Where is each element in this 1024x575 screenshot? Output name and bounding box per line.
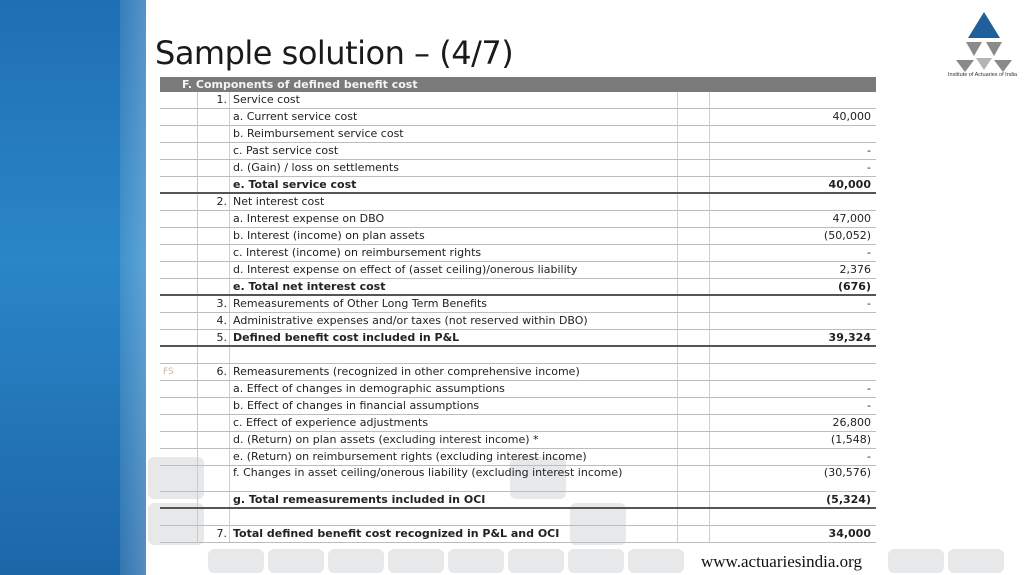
- row-description: e. Total net interest cost: [231, 279, 678, 294]
- row-value: -: [867, 450, 871, 463]
- row-value: -: [867, 246, 871, 259]
- row-gutter: [160, 92, 198, 108]
- row-value: 2,376: [839, 263, 871, 276]
- table-row: [160, 492, 876, 509]
- bg-tile: [388, 549, 444, 573]
- defined-benefit-cost-table: [160, 77, 876, 543]
- row-number: [198, 211, 230, 227]
- table-row: [160, 330, 876, 347]
- row-gutter: [160, 398, 198, 414]
- table-row: [160, 211, 876, 228]
- row-description: a. Effect of changes in demographic assumptions: [231, 381, 678, 397]
- bg-tile: [328, 549, 384, 573]
- bg-tile: [948, 549, 1004, 573]
- row-value: -: [867, 382, 871, 395]
- row-spacer-cell: [678, 262, 710, 278]
- row-number: 2.: [198, 194, 230, 210]
- row-value: (676): [837, 280, 871, 293]
- row-description: d. Interest expense on effect of (asset ceiling)/onerous liability: [231, 262, 678, 278]
- row-number: 1.: [198, 92, 230, 108]
- row-number: [198, 143, 230, 159]
- table-row: [160, 109, 876, 126]
- row-gutter: [160, 211, 198, 227]
- row-spacer-cell: [678, 364, 710, 380]
- table-row: [160, 262, 876, 279]
- row-gutter: [160, 296, 198, 312]
- table-row: [160, 415, 876, 432]
- row-description: Total defined benefit cost recognized in P&L and OCI: [231, 526, 678, 542]
- row-gutter: [160, 449, 198, 465]
- bg-tile: [448, 549, 504, 573]
- row-description: Administrative expenses and/or taxes (not reserved within DBO): [231, 313, 678, 329]
- table-row: [160, 449, 876, 466]
- table-row: [160, 296, 876, 313]
- row-spacer-cell: [678, 415, 710, 431]
- row-gutter: [160, 509, 198, 525]
- row-spacer-cell: [678, 432, 710, 448]
- row-description: f. Changes in asset ceiling/onerous liability (excluding interest income): [231, 466, 678, 491]
- row-value: 40,000: [832, 110, 871, 123]
- row-gutter: [160, 492, 198, 507]
- row-value: 47,000: [832, 212, 871, 225]
- institute-logo-icon: [946, 8, 1022, 80]
- row-spacer-cell: [678, 177, 710, 192]
- row-number: 7.: [198, 526, 230, 542]
- row-description: a. Interest expense on DBO: [231, 211, 678, 227]
- row-number: 4.: [198, 313, 230, 329]
- row-spacer-cell: [678, 109, 710, 125]
- row-description: g. Total remeasurements included in OCI: [231, 492, 678, 507]
- row-spacer-cell: [678, 126, 710, 142]
- table-row: [160, 347, 876, 364]
- row-gutter: [160, 262, 198, 278]
- bg-tile: [508, 549, 564, 573]
- table-row: [160, 364, 876, 381]
- row-gutter: [160, 415, 198, 431]
- row-gutter: [160, 526, 198, 542]
- row-value: 26,800: [832, 416, 871, 429]
- table-row: [160, 509, 876, 526]
- row-spacer-cell: [678, 347, 710, 363]
- row-description: c. Effect of experience adjustments: [231, 415, 678, 431]
- row-number: [198, 466, 230, 491]
- row-description: d. (Return) on plan assets (excluding interest income) *: [231, 432, 678, 448]
- row-number: [198, 279, 230, 294]
- row-description: a. Current service cost: [231, 109, 678, 125]
- row-description: Service cost: [231, 92, 678, 108]
- row-description: e. Total service cost: [231, 177, 678, 192]
- row-spacer-cell: [678, 92, 710, 108]
- row-value: [710, 92, 876, 108]
- table-row: [160, 245, 876, 262]
- table-header: F. Components of defined benefit cost: [160, 77, 876, 92]
- table-row: [160, 194, 876, 211]
- row-value: (1,548): [830, 433, 871, 446]
- footer-url: www.actuariesindia.org: [701, 552, 862, 571]
- row-spacer-cell: [678, 194, 710, 210]
- row-number: [198, 160, 230, 176]
- bg-tile: [568, 549, 624, 573]
- row-value: 39,324: [828, 331, 871, 344]
- table-row: [160, 313, 876, 330]
- row-value: [710, 509, 876, 525]
- table-row: [160, 381, 876, 398]
- row-value: (5,324): [826, 493, 871, 506]
- row-number: 3.: [198, 296, 230, 312]
- row-gutter: [160, 245, 198, 261]
- sidebar-highlight: [120, 0, 146, 575]
- table-row: [160, 228, 876, 245]
- row-gutter: [160, 126, 198, 142]
- table-row: [160, 398, 876, 415]
- table-row: [160, 160, 876, 177]
- row-number: 5.: [198, 330, 230, 345]
- table-row: [160, 526, 876, 543]
- table-row: [160, 126, 876, 143]
- row-spacer-cell: [678, 398, 710, 414]
- logo-caption: Institute of Actuaries of India: [948, 72, 1018, 78]
- row-gutter: [160, 330, 198, 345]
- row-value: -: [867, 144, 871, 157]
- row-description: [231, 347, 678, 363]
- row-value: [710, 313, 876, 329]
- row-number: [198, 415, 230, 431]
- row-gutter: [160, 381, 198, 397]
- row-description: b. Interest (income) on plan assets: [231, 228, 678, 244]
- row-spacer-cell: [678, 509, 710, 525]
- table-row: [160, 432, 876, 449]
- row-spacer-cell: [678, 330, 710, 345]
- row-value: -: [867, 297, 871, 310]
- gutter-mark: FS: [163, 367, 174, 377]
- row-number: [198, 245, 230, 261]
- row-gutter: [160, 347, 198, 363]
- row-number: [198, 262, 230, 278]
- row-value: 34,000: [828, 527, 871, 540]
- row-number: [198, 509, 230, 525]
- row-gutter: [160, 143, 198, 159]
- bg-tile: [208, 549, 264, 573]
- row-number: [198, 398, 230, 414]
- table-row: [160, 143, 876, 160]
- table-row: [160, 177, 876, 194]
- row-description: b. Effect of changes in financial assumptions: [231, 398, 678, 414]
- row-value: 40,000: [828, 178, 871, 191]
- row-description: [231, 509, 678, 525]
- row-gutter: [160, 364, 198, 380]
- row-spacer-cell: [678, 381, 710, 397]
- row-gutter: [160, 194, 198, 210]
- row-spacer-cell: [678, 160, 710, 176]
- row-description: c. Past service cost: [231, 143, 678, 159]
- row-value: -: [867, 399, 871, 412]
- row-gutter: [160, 313, 198, 329]
- row-gutter: [160, 466, 198, 491]
- row-gutter: [160, 279, 198, 294]
- row-spacer-cell: [678, 245, 710, 261]
- row-description: e. (Return) on reimbursement rights (excluding interest income): [231, 449, 678, 465]
- row-number: [198, 381, 230, 397]
- row-number: [198, 109, 230, 125]
- row-number: [198, 177, 230, 192]
- row-value: [710, 364, 876, 380]
- row-gutter: [160, 432, 198, 448]
- slide-title: Sample solution – (4/7): [155, 34, 514, 72]
- bg-tile: [628, 549, 684, 573]
- row-spacer-cell: [678, 211, 710, 227]
- row-number: [198, 228, 230, 244]
- row-value: [710, 194, 876, 210]
- row-gutter: [160, 228, 198, 244]
- row-value: (30,576): [823, 466, 871, 479]
- table-row: [160, 466, 876, 492]
- row-number: 6.: [198, 364, 230, 380]
- blue-sidebar: [0, 0, 146, 575]
- bg-tile: [268, 549, 324, 573]
- row-spacer-cell: [678, 466, 710, 491]
- row-gutter: [160, 160, 198, 176]
- row-number: [198, 492, 230, 507]
- row-spacer-cell: [678, 449, 710, 465]
- row-gutter: [160, 109, 198, 125]
- row-description: Remeasurements of Other Long Term Benefits: [231, 296, 678, 312]
- row-value: (50,052): [823, 229, 871, 242]
- table-body: [160, 92, 876, 543]
- row-spacer-cell: [678, 492, 710, 507]
- row-description: d. (Gain) / loss on settlements: [231, 160, 678, 176]
- row-spacer-cell: [678, 296, 710, 312]
- row-gutter: [160, 177, 198, 192]
- row-number: [198, 347, 230, 363]
- row-spacer-cell: [678, 143, 710, 159]
- table-row: [160, 92, 876, 109]
- row-spacer-cell: [678, 279, 710, 294]
- row-description: b. Reimbursement service cost: [231, 126, 678, 142]
- row-value: -: [867, 161, 871, 174]
- row-description: c. Interest (income) on reimbursement rights: [231, 245, 678, 261]
- row-spacer-cell: [678, 228, 710, 244]
- row-description: Net interest cost: [231, 194, 678, 210]
- row-spacer-cell: [678, 526, 710, 542]
- row-spacer-cell: [678, 313, 710, 329]
- row-description: Remeasurements (recognized in other comprehensive income): [231, 364, 678, 380]
- row-value: [710, 126, 876, 142]
- row-description: Defined benefit cost included in P&L: [231, 330, 678, 345]
- table-row: [160, 279, 876, 296]
- row-value: [710, 347, 876, 363]
- bg-tile: [888, 549, 944, 573]
- row-number: [198, 126, 230, 142]
- row-number: [198, 449, 230, 465]
- row-number: [198, 432, 230, 448]
